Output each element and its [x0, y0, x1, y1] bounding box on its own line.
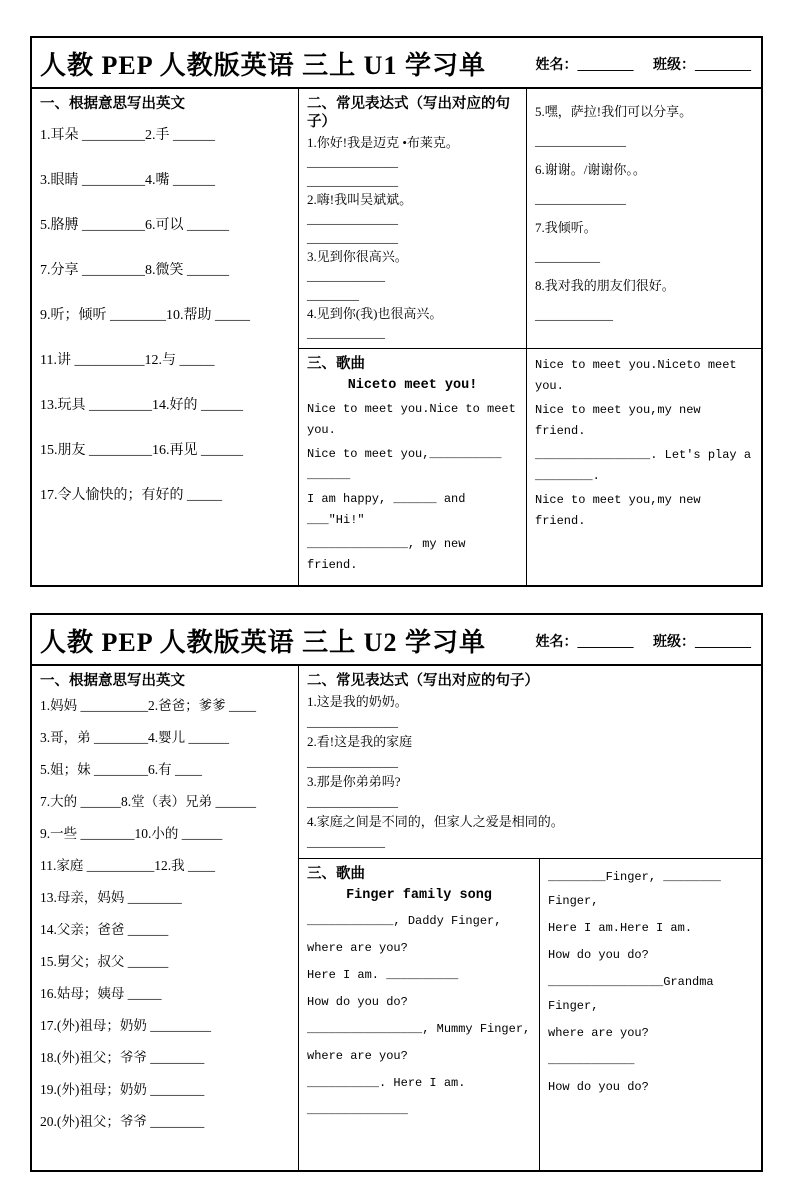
u1-song-section: [298, 348, 526, 585]
song-line: ________Finger, ________ Finger,: [548, 870, 721, 908]
u1-page-title: 人教 PEP 人教版英语 三上 U1 学习单: [40, 51, 486, 80]
song-line: ____________: [548, 1053, 635, 1067]
song-line: where are you?: [307, 941, 408, 955]
expression-line: 4.见到你(我)也很高兴。: [307, 306, 443, 321]
vocab-line: 16.姑母；姨母 _____: [40, 986, 162, 1001]
expression-line: ____________: [307, 834, 385, 849]
song-line: Nice to meet you.Nice to meet you.: [307, 402, 516, 437]
u1-name-class-fields: [536, 54, 752, 74]
song-line: Here I am.Here I am.: [548, 921, 693, 935]
song-line: ______________: [307, 1103, 408, 1117]
u1-expressions-continued: [526, 89, 761, 348]
vocab-line: 3.哥，弟 ________4.婴儿 ______: [40, 730, 229, 745]
vocab-line: 5.胳膊 _________6.可以 ______: [40, 218, 229, 233]
u1-expressions-heading: 二、常见表达式（写出对应的句子）: [307, 96, 510, 130]
vocab-line: 1.耳朵 _________2.手 ______: [40, 128, 215, 143]
u1-vocab-heading: 一、根据意思写出英文: [40, 96, 185, 112]
expression-line: ______________: [307, 173, 398, 188]
u2-song-title: Finger family song: [346, 888, 492, 903]
expression-line: 3.那是你弟弟吗?: [307, 774, 401, 789]
vocab-line: 1.妈妈 __________2.爸爸；爹爹 ____: [40, 698, 256, 713]
u1-body: [32, 89, 761, 585]
expression-line: __________: [535, 249, 600, 264]
worksheet-u2: [30, 613, 763, 1172]
u2-vocab-heading: 一、根据意思写出英文: [40, 673, 185, 689]
vocab-line: 7.分享 _________8.微笑 ______: [40, 263, 229, 278]
u1-header: [32, 38, 761, 89]
song-line: How do you do?: [307, 995, 408, 1009]
u2-expressions-heading: 二、常见表达式（写出对应的句子）: [307, 673, 539, 689]
expression-line: ________: [307, 287, 359, 302]
u2-page-title: 人教 PEP 人教版英语 三上 U2 学习单: [40, 628, 486, 657]
expression-line: 1.这是我的奶奶。: [307, 694, 408, 709]
song-line: where are you?: [307, 1049, 408, 1063]
vocab-line: 20.(外)祖父；爷爷 ________: [40, 1114, 205, 1129]
expression-line: ______________: [307, 754, 398, 769]
u2-song-left-list: [307, 909, 531, 1122]
expression-line: ______________: [307, 154, 398, 169]
u2-vocab-list: [40, 690, 290, 1138]
u2-song-heading: 三、歌曲: [307, 866, 365, 882]
expression-line: ______________: [307, 714, 398, 729]
expression-line: ____________: [307, 268, 385, 283]
u1-name-field: 姓名：________: [535, 57, 634, 73]
song-line: Nice to meet you.Niceto meet you.: [535, 358, 737, 393]
u1-class-field: 班级：________: [653, 57, 751, 73]
vocab-line: 3.眼睛 _________4.嘴 ______: [40, 173, 215, 188]
expression-line: ______________: [307, 211, 398, 226]
expression-line: ____________: [535, 307, 613, 322]
u2-song-right-list: [548, 865, 753, 1099]
expression-line: 3.见到你很高兴。: [307, 249, 408, 264]
u1-song-right-list: [535, 355, 753, 532]
song-line: ________________, Mummy Finger,: [307, 1022, 531, 1036]
vocab-line: 5.姐；妹 ________6.有 ____: [40, 762, 202, 777]
song-line: Here I am. __________: [307, 968, 459, 982]
u1-expressions-left-list: [307, 133, 518, 342]
song-line: ________________. Let's play a ________.: [535, 448, 752, 483]
u2-song-right: [539, 859, 761, 1170]
u1-vocab-list: [40, 113, 290, 518]
vocab-line: 15.舅父；叔父 ______: [40, 954, 169, 969]
u1-expressions-section: [298, 89, 526, 348]
song-line: Nice to meet you,my new friend.: [535, 403, 701, 438]
expression-line: 4.家庭之间是不同的，但家人之爱是相同的。: [307, 814, 564, 829]
u2-name-field: 姓名：________: [535, 634, 634, 650]
expression-line: ______________: [535, 133, 626, 148]
u1-vocab-section: [32, 89, 298, 585]
u2-expressions-section: [298, 666, 761, 858]
u2-song-section: [298, 858, 761, 1170]
vocab-line: 14.父亲；爸爸 ______: [40, 922, 169, 937]
expression-line: ______________: [535, 191, 626, 206]
song-line: How do you do?: [548, 1080, 649, 1094]
u1-song-heading: 三、歌曲: [307, 356, 365, 372]
expression-line: ____________: [307, 325, 385, 340]
vocab-line: 9.一些 ________10.小的 ______: [40, 826, 223, 841]
song-line: Nice to meet you,__________ ______: [307, 447, 502, 482]
vocab-line: 11.家庭 __________12.我 ____: [40, 858, 215, 873]
expression-line: ______________: [307, 230, 398, 245]
vocab-line: 17.令人愉快的；有好的 _____: [40, 488, 222, 503]
u2-body: [32, 666, 761, 1170]
u1-expressions-right-list: [535, 97, 753, 329]
vocab-line: 7.大的 ______8.堂（表）兄弟 ______: [40, 794, 256, 809]
vocab-line: 19.(外)祖母；奶奶 ________: [40, 1082, 205, 1097]
vocab-line: 13.母亲，妈妈 ________: [40, 890, 182, 905]
expression-line: 6.谢谢。/谢谢你。。: [535, 162, 646, 177]
expression-line: 2.看!这是我的家庭: [307, 734, 413, 749]
vocab-line: 9.听；倾听 ________10.帮助 _____: [40, 308, 250, 323]
u2-header: [32, 615, 761, 666]
song-line: ________________Grandma Finger,: [548, 975, 714, 1013]
u2-song-left: [299, 859, 539, 1170]
song-line: ____________, Daddy Finger,: [307, 914, 502, 928]
song-line: I am happy, ______ and ___"Hi!": [307, 492, 466, 527]
u2-expressions-list: [307, 692, 753, 852]
vocab-line: 18.(外)祖父；爷爷 ________: [40, 1050, 205, 1065]
u1-song-title: Niceto meet you!: [347, 378, 478, 393]
worksheet-u1: [30, 36, 763, 587]
u1-song-continued: [526, 348, 761, 585]
song-line: where are you?: [548, 1026, 649, 1040]
u2-name-class-fields: [536, 631, 752, 651]
vocab-line: 15.朋友 _________16.再见 ______: [40, 443, 243, 458]
expression-line: 8.我对我的朋友们很好。: [535, 278, 675, 293]
song-line: Nice to meet you,my new friend.: [535, 493, 701, 528]
vocab-line: 11.讲 __________12.与 _____: [40, 353, 215, 368]
expression-line: 1.你好!我是迈克 •布莱克。: [307, 135, 459, 150]
u2-class-field: 班级：________: [653, 634, 751, 650]
vocab-line: 13.玩具 _________14.好的 ______: [40, 398, 243, 413]
u2-vocab-section: [32, 666, 298, 1170]
expression-line: 7.我倾听。: [535, 220, 597, 235]
expression-line: 2.嗨!我叫吴斌斌。: [307, 192, 413, 207]
expression-line: 5.嘿，萨拉!我们可以分享。: [535, 104, 693, 119]
song-line: __________. Here I am.: [307, 1076, 466, 1090]
song-line: How do you do?: [548, 948, 649, 962]
expression-line: ______________: [307, 794, 398, 809]
song-line: ______________, my new friend.: [307, 537, 466, 572]
vocab-line: 17.(外)祖母；奶奶 _________: [40, 1018, 211, 1033]
u1-song-left-list: [307, 399, 518, 576]
